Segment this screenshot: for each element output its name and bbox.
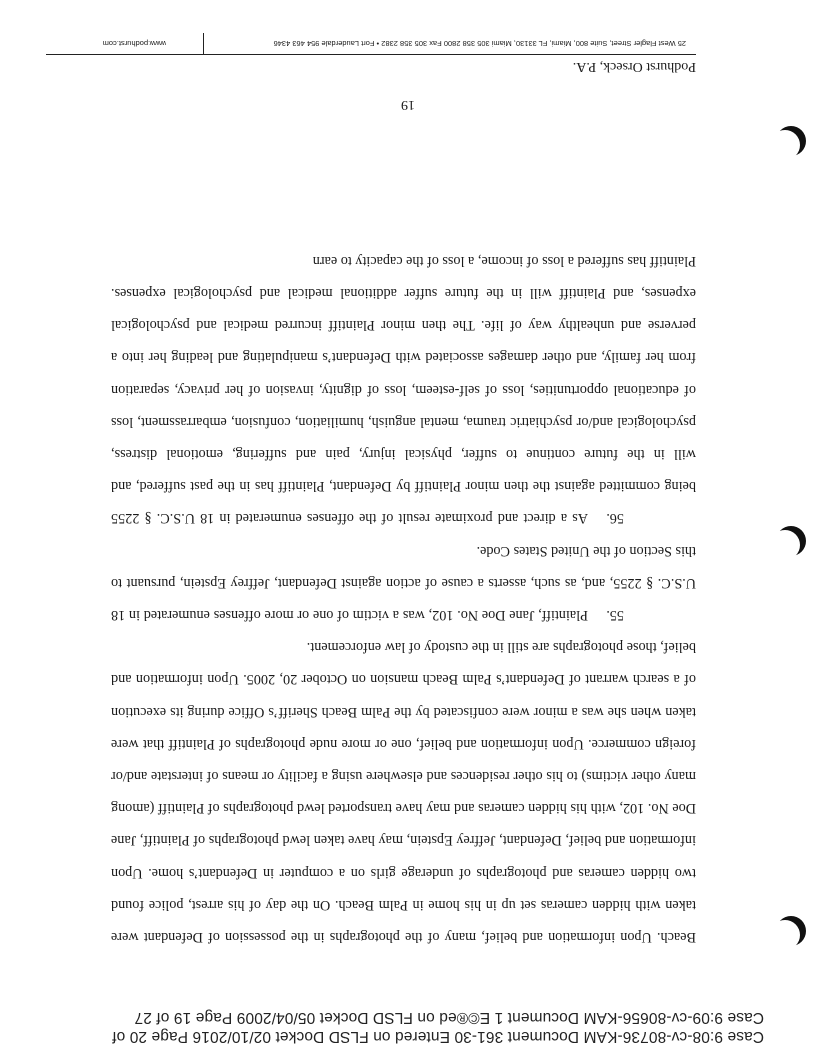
paragraph-text: Plaintiff, Jane Doe No. 102, was a victim of one or more offenses enumerated in 18 U.S.C. § 2255, and, as such, asserts a cause of action against Defendant, Jeffrey Epstein, pursuant to this Section of the United States Code. [111,542,696,623]
court-filing-stamp-line: Case 9:09-cv-80656-KAM Document 1 E©®ed on FLSD Docket 05/04/2009 Page 19 of 27 [134,1009,764,1026]
paragraph-continuation [111,631,696,953]
footer-divider-vertical [203,33,204,55]
footer-divider [46,54,696,55]
punch-hole-icon [776,126,806,156]
paragraph-55 [111,534,696,631]
paragraph-56 [111,245,696,535]
paragraph-number: 55. [606,606,624,623]
punch-hole-icon [776,526,806,556]
paragraph-text: As a direct and proximate result of the offenses enumerated in 18 U.S.C. § 2255 being committed against the then minor Plaintiff by Defendant, Plaintiff has in the past suffered, and will in the future continue to suffer, physical injury, pain and suffering, emotional distress, psychological and/or psychiatric trauma, mental anguish, humiliation, confusion, embarrassment, loss of educational opportunities, loss of self-esteem, loss of dignity, invasion of her privacy, separation from her family, and other damages associated with Defendant’s manipulating and leading her into a perverse and unhealthy way of life. The then minor Plaintiff incurred medical and psychological expenses, and Plaintiff will in the future suffer additional medical and psychological expenses. Plaintiff has suffered a loss of income, a loss of the capacity to earn [111,252,696,527]
document-body [111,245,696,953]
court-filing-stamp-line: Case 9:08-cv-80736-KAM Document 361-30 Entered on FLSD Docket 02/10/2016 Page 20 of [112,1028,764,1045]
firm-address: 25 West Flagler Street, Suite 800, Miami, FL 33130, Miami 305 358 2800 Fax 305 358 2382 • Fort Lauderdale 954 463 4346 [273,39,686,48]
paragraph-text: Beach. Upon information and belief, many of the photographs in the possession of Defendant were taken with hidden cameras set up in his home in Palm Beach. On the day of his arrest, police found two hidden cameras and photographs of underage girls on a computer in Defendant’s home. Upon information and belief, Defendant, Jeffrey Epstein, may have taken lewd photographs of Plaintiff, Jane Doe No. 102, with his hidden cameras and may have transported lewd photographs of Plaintiff (among many other victims) to his other residences and elsewhere using a facility or means of interstate and/or foreign commerce. Upon information and belief, one or more nude photographs of Plaintiff that were taken when she was a minor were confiscated by the Palm Beach Sheriff’s Office during its execution of a search warrant of Defendant’s Palm Beach mansion on October 20, 2005. Upon information and belief, those photographs are still in the custody of law enforcement. [111,639,696,945]
punch-hole-icon [776,916,806,946]
firm-name: Podhurst Orseck, P.A. [572,59,696,74]
firm-website: www.podhurst.com [102,39,166,48]
paragraph-number: 56. [606,510,624,527]
page-number: 19 [401,97,415,112]
